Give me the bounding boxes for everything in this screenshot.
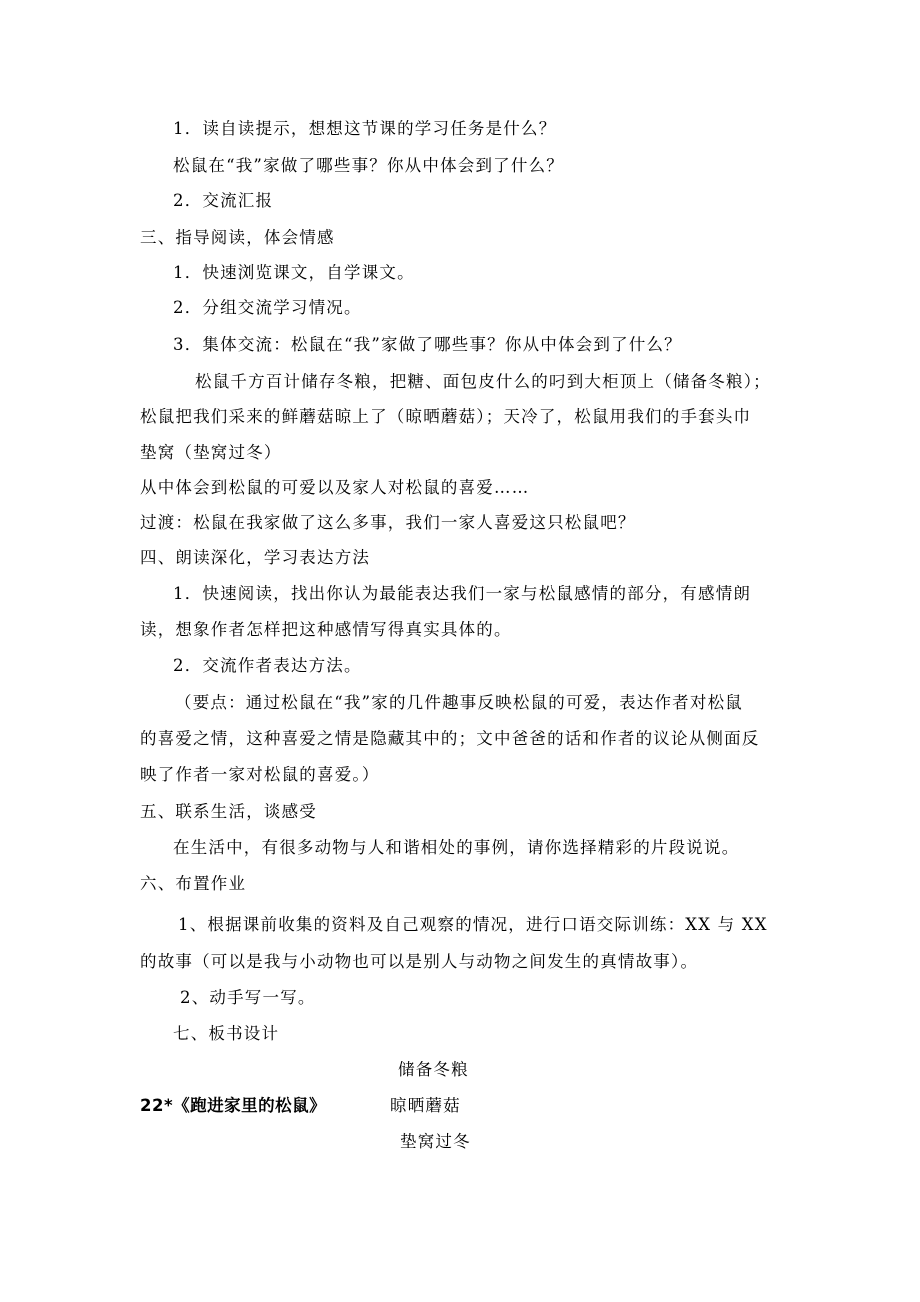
text-line: 映了作者一家对松鼠的喜爱。） <box>140 765 380 784</box>
board-title: 22*《跑进家里的松鼠》 <box>140 1096 327 1115</box>
text-line: 1．读自读提示，想想这节课的学习任务是什么？ <box>173 119 557 138</box>
text-line: 垫窝（垫窝过冬） <box>140 443 282 462</box>
text-line: 1．快速阅读，找出你认为最能表达我们一家与松鼠感情的部分，有感情朗 <box>173 584 752 603</box>
section-heading: 五、联系生活，谈感受 <box>140 802 317 821</box>
text-line: 松鼠在“我”家做了哪些事？你从中体会到了什么？ <box>173 156 564 175</box>
section-heading: 六、布置作业 <box>140 874 247 893</box>
text-line: 2、动手写一写。 <box>180 988 316 1007</box>
text-line: 2．分组交流学习情况。 <box>173 298 362 317</box>
text-line: 松鼠把我们采来的鲜蘑菇晾上了（晾晒蘑菇）；天冷了，松鼠用我们的手套头巾 <box>140 407 752 426</box>
section-heading: 三、指导阅读，体会情感 <box>140 228 335 247</box>
text-line: （要点：通过松鼠在“我”家的几件趣事反映松鼠的可爱，表达作者对松鼠 <box>175 693 743 712</box>
text-line: 松鼠千方百计储存冬粮，把糖、面包皮什么的叼到大柜顶上（储备冬粮）； <box>195 372 771 391</box>
section-heading: 七、板书设计 <box>173 1024 280 1043</box>
text-line: 的喜爱之情，这种喜爱之情是隐藏其中的；文中爸爸的话和作者的议论从侧面反 <box>140 729 760 748</box>
board-item: 晾晒蘑菇 <box>390 1096 461 1115</box>
board-item: 储备冬粮 <box>398 1060 469 1079</box>
text-line: 3．集体交流：松鼠在“我”家做了哪些事？你从中体会到了什么？ <box>173 335 682 354</box>
text-line: 在生活中，有很多动物与人和谐相处的事例，请你选择精彩的片段说说。 <box>173 838 740 857</box>
board-item: 垫窝过冬 <box>400 1132 471 1151</box>
text-line: 读，想象作者怎样把这种感情写得真实具体的。 <box>140 620 512 639</box>
text-line: 的故事（可以是我与小动物也可以是别人与动物之间发生的真情故事）。 <box>140 952 699 971</box>
text-line: 2．交流汇报 <box>173 191 274 210</box>
text-line: 1．快速浏览课文，自学课文。 <box>173 263 415 282</box>
text-line: 2．交流作者表达方法。 <box>173 656 362 675</box>
text-line: 从中体会到松鼠的可爱以及家人对松鼠的喜爱…… <box>140 478 530 497</box>
text-line: 过渡：松鼠在我家做了这么多事，我们一家人喜爱这只松鼠吧？ <box>140 513 636 532</box>
text-line: 1、根据课前收集的资料及自己观察的情况，进行口语交际训练：XX 与 XX <box>178 915 768 934</box>
section-heading: 四、朗读深化，学习表达方法 <box>140 548 371 567</box>
